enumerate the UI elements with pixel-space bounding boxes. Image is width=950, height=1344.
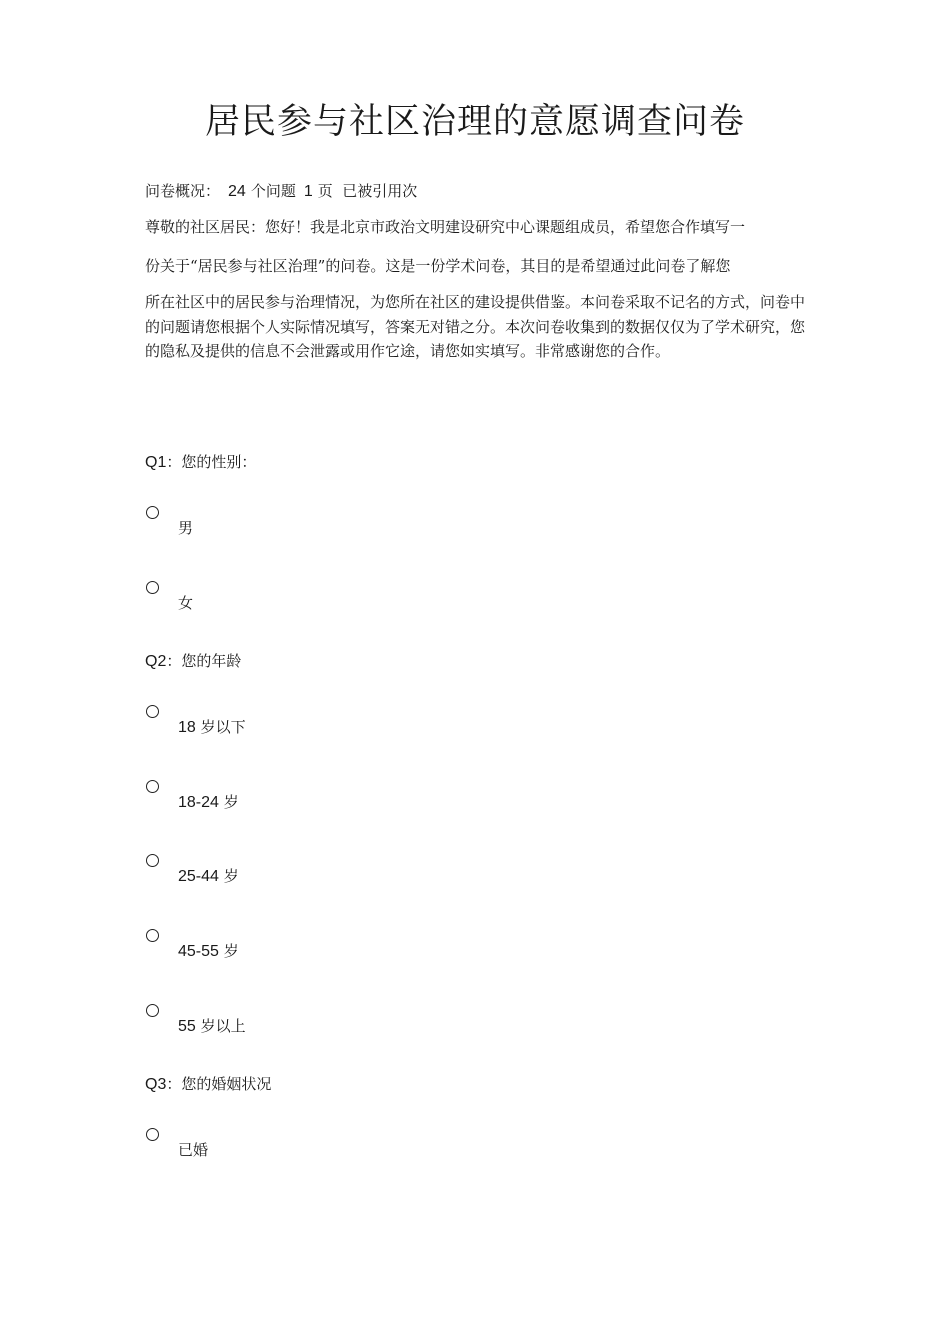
cited-text: 已被引用次 (342, 182, 418, 200)
question-label (145, 1073, 271, 1096)
option-label: 已婚 (178, 1141, 209, 1159)
radio-button[interactable] (146, 1004, 159, 1017)
option-label: 55 岁以上 (178, 1017, 246, 1035)
intro-line-2: 份关于“居民参与社区治理”的问卷。这是一份学术问卷，其目的是希望通过此问卷了解您 (145, 257, 731, 275)
option-age-18-24[interactable] (145, 780, 545, 840)
question-text: ：您的年龄 (166, 652, 242, 670)
radio-button[interactable] (146, 929, 159, 942)
option-age-over-55[interactable] (145, 1004, 545, 1064)
option-label: 25-44 岁 (178, 867, 239, 885)
survey-overview (145, 180, 417, 203)
option-label: 男 (178, 519, 194, 537)
question-text: ：您的婚姻状况 (166, 1075, 272, 1093)
option-label: 45-55 岁 (178, 942, 239, 960)
question-text: ：您的性别： (166, 453, 257, 471)
intro-line-1: 尊敬的社区居民：您好！我是北京市政治文明建设研究中心课题组成员，希望您合作填写一 (145, 218, 746, 236)
intro-paragraph: 所在社区中的居民参与治理情况，为您所在社区的建设提供借鉴。本问卷采取不记名的方式，问卷中的问题请您根据个人实际情况填写，答案无对错之分。本次问卷收集到的数据仅仅为了学术研究，您的隐私及提供的信息不会泄露或用作它途，请您如实填写。非常感谢您的合作。 (145, 293, 806, 360)
option-male[interactable] (145, 506, 545, 566)
question-label (145, 650, 241, 673)
radio-button[interactable] (146, 854, 159, 867)
page-title: 居民参与社区治理的意愿调查问卷 (204, 102, 745, 142)
radio-button[interactable] (146, 581, 159, 594)
radio-button[interactable] (146, 705, 159, 718)
option-age-25-44[interactable] (145, 854, 545, 914)
option-age-under-18[interactable] (145, 705, 545, 765)
radio-button[interactable] (146, 1128, 159, 1141)
question-unit: 个问题 (250, 182, 296, 200)
radio-button[interactable] (146, 506, 159, 519)
page-unit: 页 (317, 182, 333, 200)
option-label: 女 (178, 594, 194, 612)
question-number: Q3 (145, 1076, 167, 1093)
page-count: 1 (303, 183, 313, 200)
option-married[interactable] (145, 1128, 545, 1188)
question-number: Q2 (145, 653, 167, 670)
radio-button[interactable] (146, 780, 159, 793)
question-count: 24 (228, 183, 246, 200)
option-age-45-55[interactable] (145, 929, 545, 989)
question-label (145, 451, 256, 474)
question-number: Q1 (145, 454, 167, 471)
option-label: 18 岁以下 (178, 718, 246, 736)
option-female[interactable] (145, 581, 545, 641)
overview-label: 问卷概况： (145, 182, 221, 200)
option-label: 18-24 岁 (178, 793, 239, 811)
